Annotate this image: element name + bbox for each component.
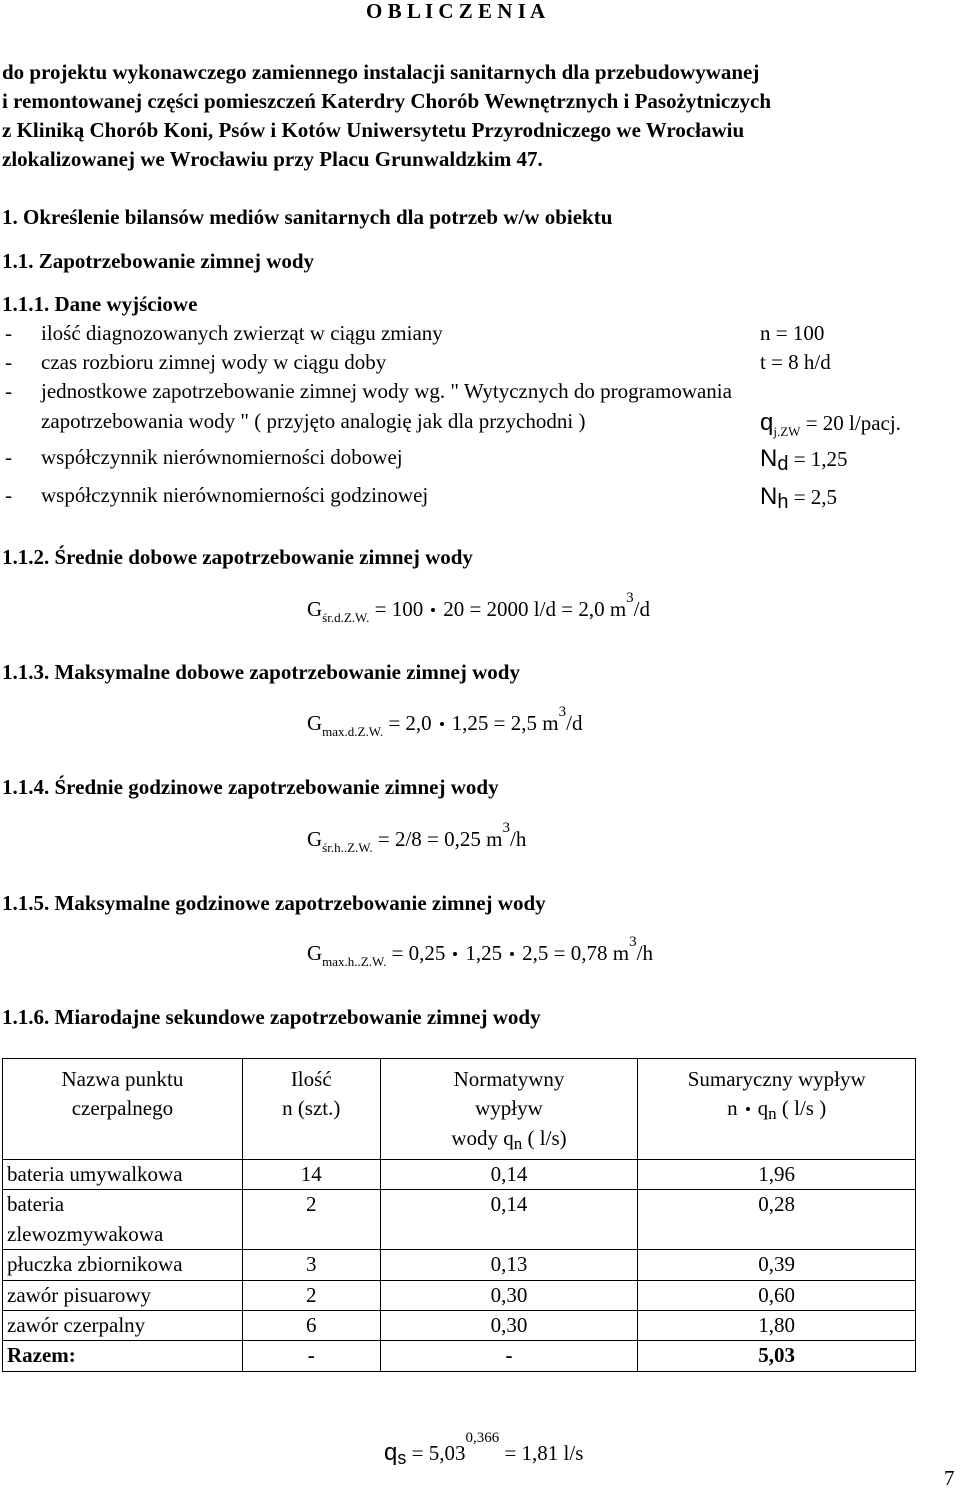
- section-heading: 1.1.6. Miarodajne sekundowe zapotrzebowanie zimnej wody: [2, 1005, 541, 1029]
- section-heading: 1.1.3. Maksymalne dobowe zapotrzebowanie zimnej wody: [2, 660, 520, 684]
- page-number: 7: [944, 1466, 955, 1490]
- input-value: Nd = 1,25: [760, 445, 848, 475]
- table-row: zawór czerpalny 6 0,30 1,80: [3, 1310, 916, 1340]
- formula-daily-avg: $G_{śr.d.Z.W.} = 100$ 20 = 2000 l/d = 2,0 $m^3/d$: [307, 590, 651, 625]
- section-heading: 1.1.1. Dane wyjściowe: [2, 292, 198, 316]
- input-value: Nh = 2,5: [760, 483, 838, 513]
- multiply-dot: [510, 952, 514, 956]
- table-total-row: Razem: - - 5,03: [3, 1341, 916, 1371]
- formula-final-flow: qs = $5,03^{0,366} = 1,81$ l/s: [384, 1430, 584, 1468]
- formula-hourly-max: $G_{max.h..Z.W.} = 0,25$ 1,25 2,5 = 0,78 $m^3/h$: [307, 934, 653, 969]
- intro-line: zlokalizowanej we Wrocławiu przy Placu Grunwaldzkim 47.: [2, 147, 543, 171]
- outlets-table: [2, 1058, 916, 1372]
- intro-line: i remontowanej części pomieszczeń Katerdry Chorób Wewnętrznych i Pasożytniczych: [2, 89, 772, 113]
- input-item-continuation: zapotrzebowania wody " ( przyjęto analogię jak dla przychodni ): [41, 409, 586, 433]
- section-heading: 1.1.5. Maksymalne godzinowe zapotrzebowanie zimnej wody: [2, 891, 546, 915]
- multiply-dot: [431, 608, 435, 612]
- multiply-dot: [440, 722, 444, 726]
- section-heading: 1.1.2. Średnie dobowe zapotrzebowanie zimnej wody: [2, 545, 473, 569]
- table-header-row: [3, 1059, 916, 1160]
- table-row: zawór pisuarowy 2 0,30 0,60: [3, 1280, 916, 1310]
- input-value: t = 8 h/d: [760, 350, 831, 374]
- intro-line: do projektu wykonawczego zamiennego instalacji sanitarnych dla przebudowywanej: [2, 60, 760, 84]
- page-title: O B L I C Z E N I A: [366, 0, 546, 23]
- table-row: bateria umywalkowa 14 0,14 1,96: [3, 1160, 916, 1190]
- table-row: bateria zlewozmywakowa 2 0,14 0,28: [3, 1190, 916, 1250]
- column-header: Nazwa punktu czerpalnego: [3, 1059, 243, 1160]
- formula-hourly-avg: $G_{śr.h..Z.W.} = 2/8 = 0,25$ $m^3/h$: [307, 820, 527, 855]
- section-heading: 1. Określenie bilansów mediów sanitarnych dla potrzeb w/w obiektu: [2, 205, 613, 229]
- column-header: Normatywny wypływ wody qn ( l/s): [380, 1059, 638, 1160]
- multiply-dot: [453, 952, 457, 956]
- input-value: $q_{j.ZW} = 20$ l/pacj.: [760, 409, 901, 439]
- multiply-dot: [746, 1107, 750, 1111]
- column-header: Ilość n (szt.): [242, 1059, 380, 1160]
- input-value: n = 100: [760, 321, 825, 345]
- section-heading: 1.1.4. Średnie godzinowe zapotrzebowanie zimnej wody: [2, 775, 499, 799]
- table-row: płuczka zbiornikowa 3 0,13 0,39: [3, 1250, 916, 1280]
- intro-line: z Kliniką Chorób Koni, Psów i Kotów Uniwersytetu Przyrodniczego we Wrocławiu: [2, 118, 745, 142]
- formula-daily-max: $G_{max.d.Z.W.} = 2,0$ 1,25 = 2,5 $m^3/d$: [307, 704, 583, 739]
- section-heading: 1.1. Zapotrzebowanie zimnej wody: [2, 249, 315, 273]
- column-header: Sumaryczny wypływ n qn ( l/s ): [638, 1059, 916, 1160]
